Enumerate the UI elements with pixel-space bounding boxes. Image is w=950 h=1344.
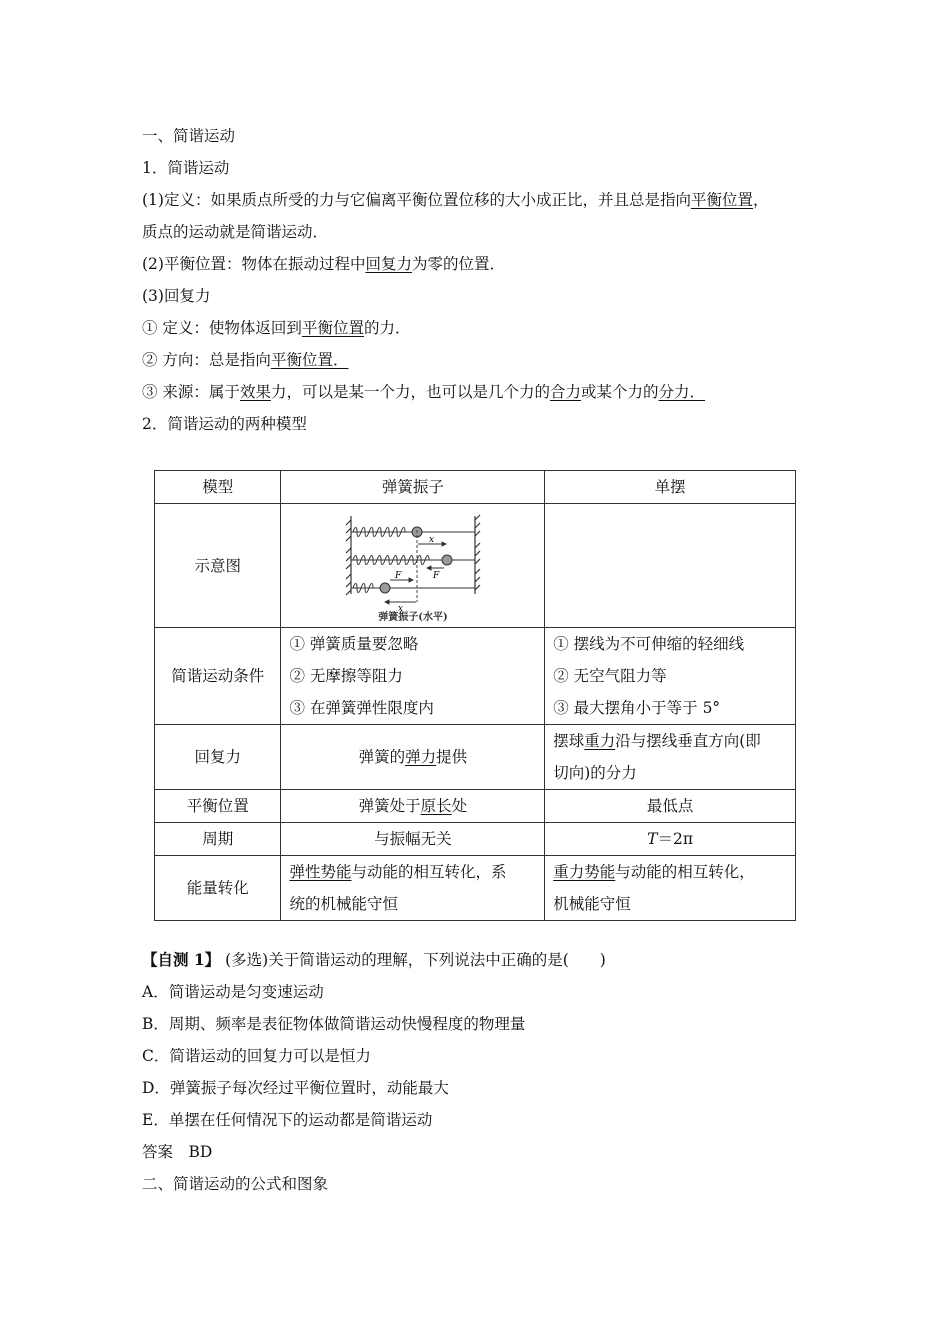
spring-period: 与振幅无关 [281,823,545,856]
pendulum-conditions [545,628,796,725]
section2-heading: 二、简谐运动的公式和图象 [142,1175,329,1193]
spring-condition-3: ③ 在弹簧弹性限度内 [289,699,434,717]
rf1-text: ① 定义：使物体返回到 [142,319,302,337]
rf2-text: ② 方向：总是指向 [142,351,271,369]
spring-conditions [281,628,545,725]
restoring-force-item-2 [142,350,348,370]
quiz-tag: 【自测 1】 [142,950,221,969]
pendulum-energy-blank: 重力势能 [553,863,616,881]
spring-eq-text: 弹簧处于 [358,797,421,815]
rf3-blank-2: 合力 [549,383,581,401]
rf3-text-3: 或某个力的 [580,383,659,401]
subheading-1: 1．简谐运动 [142,159,230,177]
quiz-option-e: E．单摆在任何情况下的运动都是简谐运动 [142,1111,433,1129]
models-table [154,470,796,921]
rf3-text-2: 力，可以是某一个力，也可以是几个力的 [270,383,550,401]
definition-line-2: 质点的运动就是简谐运动． [142,223,329,241]
pendulum-force-blank: 重力 [584,732,616,750]
restoring-force-item-1 [142,318,410,338]
spring-energy-line-2: 统的机械能守恒 [289,895,398,913]
equilibrium-label: 平衡位置 [155,790,281,823]
restoring-force-item-3 [142,382,705,402]
rf2-blank: 平衡位置． [270,351,349,369]
header-pendulum: 单摆 [545,471,796,504]
header-spring: 弹簧振子 [281,471,545,504]
pendulum-condition-1: ① 摆线为不可伸缩的轻细线 [553,635,745,653]
diagram-F-label-left: F [394,570,402,581]
spring-condition-1: ① 弹簧质量要忽略 [289,635,419,653]
spring-eq-text-end: 处 [451,797,468,815]
table-row-equilibrium [155,790,796,823]
period-label: 周期 [155,823,281,856]
pendulum-force-line-2: 切向)的分力 [553,764,637,782]
pendulum-force-text-mid: 沿与摆线垂直方向(即 [615,732,761,750]
rf3-text: ③ 来源：属于 [142,383,240,401]
pendulum-energy-line-1 [553,856,787,888]
rf1-blank: 平衡位置 [301,319,364,337]
rf3-blank-3: 分力． [658,383,706,401]
quiz-option-d: D．弹簧振子每次经过平衡位置时，动能最大 [142,1079,449,1097]
pendulum-energy-line-2: 机械能守恒 [553,895,631,913]
rf1-text-end: 的力． [363,319,411,337]
table-row-diagram [155,504,796,628]
spring-energy-line-1 [289,856,536,888]
spring-force-text-end: 提供 [436,748,468,766]
table-row-restoring-force [155,725,796,790]
spring-oscillator-diagram [343,510,483,622]
pendulum-condition-3: ③ 最大摆角小于等于 5° [553,699,721,717]
table-row-conditions [155,628,796,725]
spring-energy-text: 与动能的相互转化，系 [351,863,507,881]
spring-eq-blank: 原长 [420,797,452,815]
diagram-x-label-bottom: x [397,603,403,614]
definition-text: (1)定义：如果质点所受的力与它偏离平衡位置位移的大小成正比，并且总是指向 [142,191,691,209]
pendulum-force-text: 摆球 [553,732,585,750]
quiz-question-text: (多选)关于简谐运动的理解，下列说法中正确的是( ) [225,951,606,969]
diagram-label: 示意图 [155,504,281,628]
definition-blank: 平衡位置 [690,191,753,209]
diagram-caption: 弹簧振子(水平) [378,611,448,622]
right-wall [475,515,480,594]
section1-heading: 一、简谐运动 [142,127,236,145]
pendulum-diagram-cell [545,504,796,628]
spring-force-text: 弹簧的 [358,748,406,766]
diagram-F-label-right: F [432,570,440,581]
quiz-option-b: B．周期、频率是表征物体做简谐运动快慢程度的物理量 [142,1015,526,1033]
pendulum-condition-2: ② 无空气阻力等 [553,667,667,685]
rf3-blank-1: 效果 [239,383,271,401]
spring-equilibrium [281,790,545,823]
pendulum-restoring-force [545,725,796,790]
table-row-period [155,823,796,856]
period-formula: ＝2π [657,830,694,848]
spring-restoring-force [281,725,545,790]
spring-energy [281,856,545,921]
table-row-energy [155,856,796,921]
equilibrium-blank: 回复力 [365,255,412,273]
spring-diagram-cell [281,504,545,628]
restoring-force-heading: (3)回复力 [142,287,211,305]
quiz-answer: 答案 BD [142,1143,213,1161]
energy-label: 能量转化 [155,856,281,921]
spring-condition-2: ② 无摩擦等阻力 [289,667,403,685]
equilibrium-line [142,254,505,274]
pendulum-force-line-1 [553,725,787,757]
definition-line-1 [142,190,769,210]
pendulum-energy-text: 与动能的相互转化， [615,863,755,881]
left-wall [346,516,351,595]
pendulum-period [545,823,796,856]
spring-force-blank: 弹力 [405,748,437,766]
pendulum-energy [545,856,796,921]
pendulum-equilibrium: 最低点 [545,790,796,823]
table-header-row [155,471,796,504]
equilibrium-text-end: 为零的位置． [411,255,505,273]
definition-punct: ， [752,191,769,209]
subheading-2: 2．简谐运动的两种模型 [142,415,307,433]
spring-energy-blank: 弹性势能 [289,863,352,881]
quiz-question [142,950,606,970]
quiz-option-a: A．简谐运动是匀变速运动 [142,983,324,1001]
equilibrium-text: (2)平衡位置：物体在振动过程中 [142,255,366,273]
conditions-label: 简谐运动条件 [155,628,281,725]
period-symbol: T [647,830,658,848]
restoring-force-label: 回复力 [155,725,281,790]
header-model: 模型 [155,471,281,504]
diagram-x-label-top: x [428,534,434,545]
quiz-option-c: C．简谐运动的回复力可以是恒力 [142,1047,371,1065]
